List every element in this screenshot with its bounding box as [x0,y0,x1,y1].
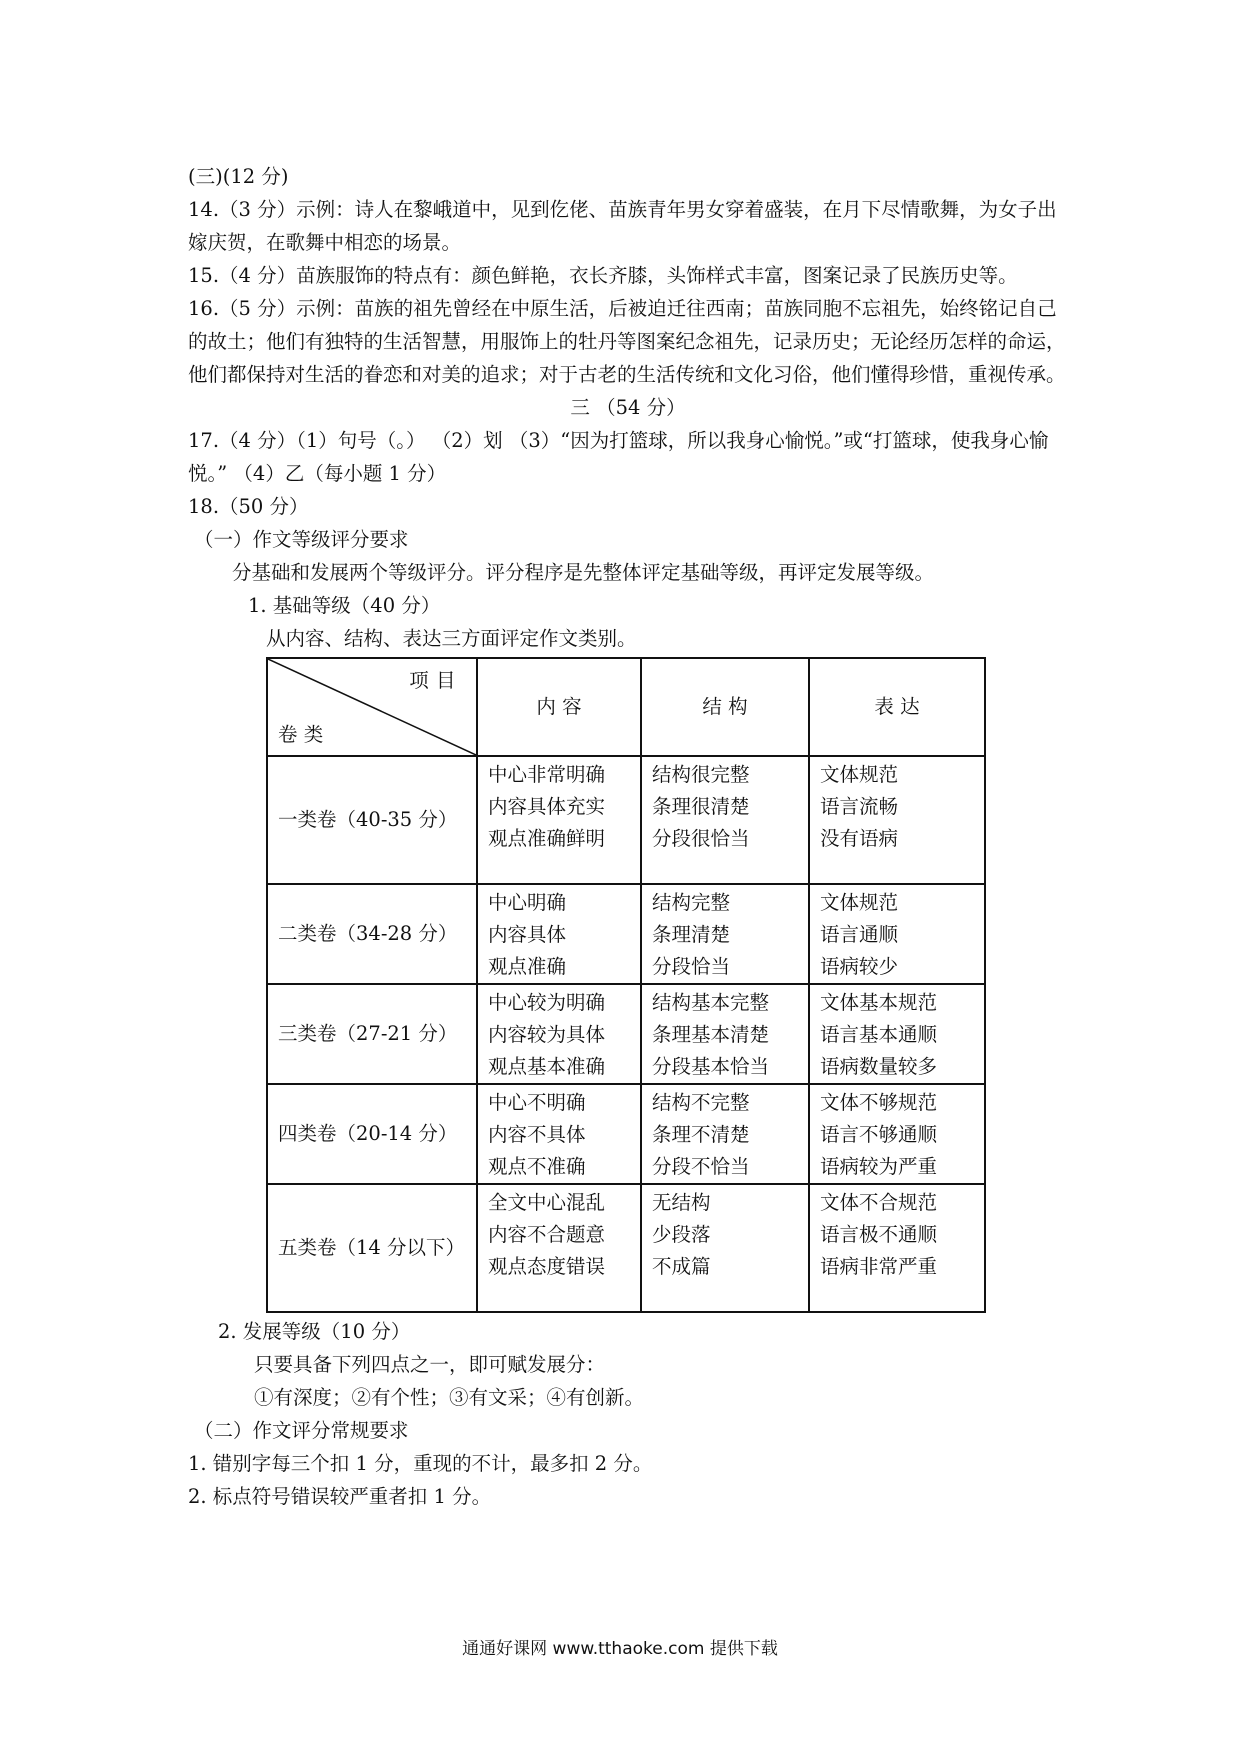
sub1-title: （一）作文等级评分要求 [194,528,409,551]
header-expression: 表 达 [809,658,985,756]
row-content: 中心不明确 内容不具体 观点不准确 [477,1084,641,1184]
row-expression: 文体不够规范 语言不够通顺 语病较为严重 [809,1084,985,1184]
row-category: 三类卷（27-21 分） [267,984,477,1084]
table-header-row [267,658,985,756]
row-structure: 结构不完整 条理不清楚 分段不恰当 [641,1084,809,1184]
develop-title: 2. 发展等级（10 分） [218,1320,411,1343]
row-expression: 文体不合规范 语言极不通顺 语病非常严重 [809,1184,985,1312]
row-structure: 结构完整 条理清楚 分段恰当 [641,884,809,984]
table-row [267,1184,985,1312]
sub2-item1: 1. 错别字每三个扣 1 分，重现的不计，最多扣 2 分。 [188,1452,653,1475]
row-category: 一类卷（40-35 分） [267,756,477,884]
header-content: 内 容 [477,658,641,756]
diagonal-header-cell [267,658,477,756]
row-expression: 文体规范 语言通顺 语病较少 [809,884,985,984]
table-row [267,984,985,1084]
row-structure: 结构基本完整 条理基本清楚 分段基本恰当 [641,984,809,1084]
develop-line2: ①有深度；②有个性；③有文采；④有创新。 [254,1386,645,1409]
row-expression: 文体规范 语言流畅 没有语病 [809,756,985,884]
question-16: 16.（5 分）示例：苗族的祖先曾经在中原生活，后被迫迁往西南；苗族同胞不忘祖先，始终铭记自己的故土；他们有独特的生活智慧，用服饰上的牡丹等图案纪念祖先，记录历史；无论经历怎样的命运，他们都保持对生活的眷恋和对美的追求；对于古老的生活传统和文化习俗，他们懂得珍惜，重视传承。 [188,297,1066,386]
table-row [267,756,985,884]
develop-line1: 只要具备下列四点之一，即可赋发展分： [254,1353,606,1376]
grading-table [266,657,986,1313]
table-row [267,884,985,984]
question-14: 14.（3 分）示例：诗人在黎峨道中，见到仡佬、苗族青年男女穿着盛装，在月下尽情歌舞，为女子出嫁庆贺，在歌舞中相恋的场景。 [188,198,1057,254]
row-category: 四类卷（20-14 分） [267,1084,477,1184]
row-content: 中心较为明确 内容较为具体 观点基本准确 [477,984,641,1084]
header-structure: 结 构 [641,658,809,756]
document-body [188,160,1068,1513]
row-content: 中心明确 内容具体 观点准确 [477,884,641,984]
basic-level-title: 1. 基础等级（40 分） [248,594,441,617]
row-content: 全文中心混乱 内容不合题意 观点态度错误 [477,1184,641,1312]
question-18: 18.（50 分） [188,495,309,518]
diag-bottom-label: 卷 类 [278,723,324,746]
row-structure: 结构很完整 条理很清楚 分段很恰当 [641,756,809,884]
diag-top-label: 项 目 [409,669,456,692]
row-category: 五类卷（14 分以下） [267,1184,477,1312]
sub2-title: （二）作文评分常规要求 [194,1419,409,1442]
table-row [267,1084,985,1184]
row-structure: 无结构 少段落 不成篇 [641,1184,809,1312]
row-category: 二类卷（34-28 分） [267,884,477,984]
footer-watermark: 通通好课网 www.tthaoke.com 提供下载 [462,1639,778,1659]
section3-heading: (三)(12 分) [188,165,289,188]
sub1-intro: 分基础和发展两个等级评分。评分程序是先整体评定基础等级，再评定发展等级。 [232,561,935,584]
basic-level-intro: 从内容、结构、表达三方面评定作文类别。 [266,627,637,650]
question-15: 15.（4 分）苗族服饰的特点有：颜色鲜艳，衣长齐膝，头饰样式丰富，图案记录了民族历史等。 [188,264,1018,287]
sub2-item2: 2. 标点符号错误较严重者扣 1 分。 [188,1485,492,1508]
row-content: 中心非常明确 内容具体充实 观点准确鲜明 [477,756,641,884]
part3-heading: 三 （54 分） [570,396,686,419]
row-expression: 文体基本规范 语言基本通顺 语病数量较多 [809,984,985,1084]
question-17: 17.（4 分）（1）句号（。） （2）划 （3）“因为打篮球，所以我身心愉悦。”或“打篮球，使我身心愉悦。” （4）乙（每小题 1 分） [188,429,1049,485]
